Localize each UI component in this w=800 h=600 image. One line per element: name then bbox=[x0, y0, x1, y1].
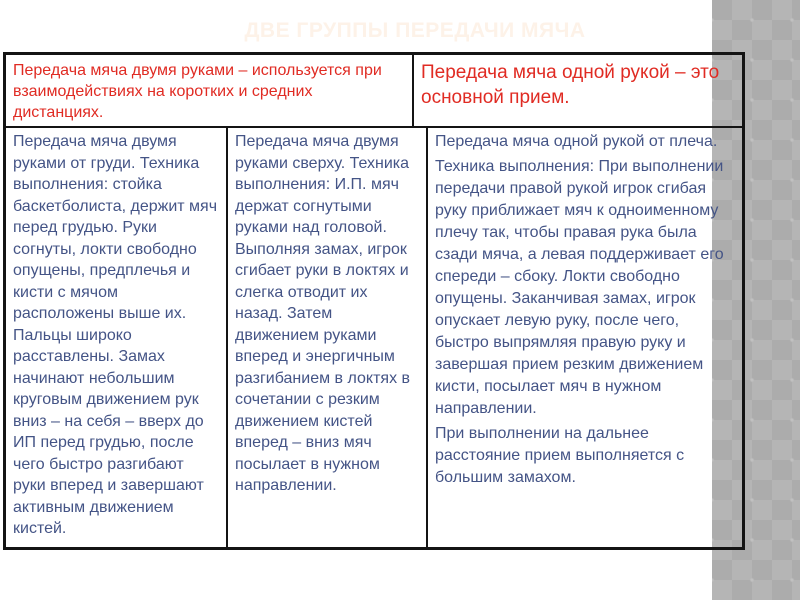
cell-overhead-pass-description: Передача мяча двумя руками сверху. Техника выполнения: И.П. мяч держат согнутыми руками над головой. Выполняя замах, игрок сгибает руки в локтях и слегка отводит их назад. Затем движением руками вперед и энергичным разгибанием в локтях в сочетании с резким движением кистей вперед – вниз мяч посылает в нужном направлении. bbox=[228, 128, 428, 547]
header-cell-one-hand-pass: Передача мяча одной рукой – это основной прием. bbox=[421, 62, 720, 108]
slide-title: ДВЕ ГРУППЫ ПЕРЕДАЧИ МЯЧА bbox=[244, 19, 586, 42]
cell-shoulder-pass-description bbox=[428, 128, 742, 547]
header-cell-two-hands-pass: Передача мяча двумя руками – используется при взаимодействиях на коротких и средних дистанциях. bbox=[6, 55, 414, 126]
table-header-row bbox=[6, 55, 742, 128]
shoulder-pass-paragraph-2: Техника выполнения: При выполнении передачи правой рукой игрок сгибая руку приближает мяч к одноименному плечу так, чтобы правая рука была сзади мяча, а левая поддерживает его спереди – сбоку. Локти свободно опущены. Заканчивая замах, игрок опускает левую руку, после чего, быстро выпрямляя правую руку и завершая прием резким движением кисти, посылает мяч в нужном направлении. bbox=[435, 158, 724, 417]
shoulder-pass-paragraph-1: Передача мяча одной рукой от плеча. bbox=[435, 133, 718, 150]
shoulder-pass-paragraph-3: При выполнении на дальнее расстояние прием выполняется с большим замахом. bbox=[435, 425, 685, 486]
table-body-row bbox=[6, 128, 742, 547]
pass-types-table bbox=[3, 52, 745, 550]
cell-chest-pass-description: Передача мяча двумя руками от груди. Техника выполнения: стойка баскетболиста, держит мяч перед грудью. Руки согнуты, локти свободно опущены, предплечья и кисти с мячом расположены выше их. Пальцы широко расставлены. Замах начинают небольшим круговым движением рук вниз – на себя – вверх до ИП перед грудью, после чего быстро разгибают руки вперед и завершают активным движением кистей. bbox=[6, 128, 228, 547]
